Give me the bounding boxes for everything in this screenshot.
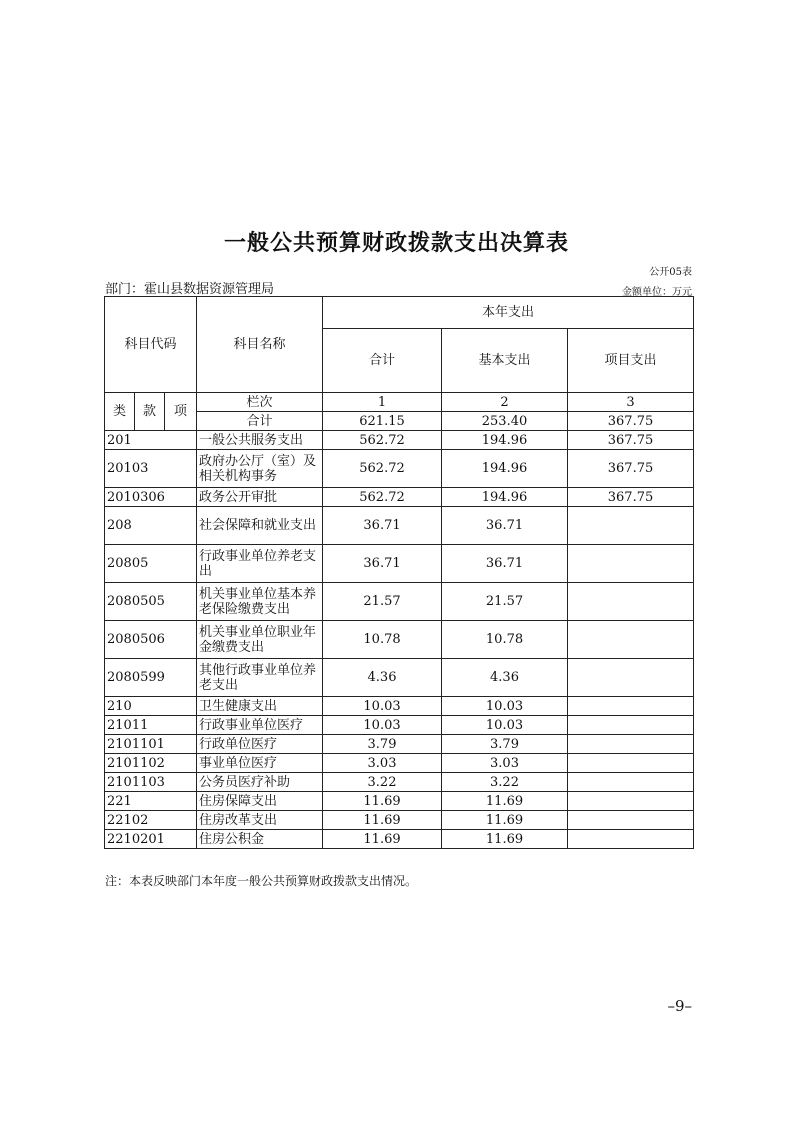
subject-name: 行政事业单位医疗 — [197, 716, 323, 735]
table-row — [105, 697, 694, 716]
amount-basic: 10.78 — [442, 621, 568, 659]
amount-basic: 194.96 — [442, 488, 568, 507]
amount-project — [568, 659, 694, 697]
header-project: 项目支出 — [568, 329, 694, 393]
table-row — [105, 450, 694, 488]
amount-basic: 194.96 — [442, 450, 568, 488]
subject-name: 社会保障和就业支出 — [197, 507, 323, 545]
header-col-3: 3 — [568, 393, 694, 412]
table-row — [105, 735, 694, 754]
amount-project — [568, 697, 694, 716]
header-lei: 类 — [105, 393, 135, 431]
amount-basic: 194.96 — [442, 431, 568, 450]
header-col-1: 1 — [323, 393, 442, 412]
amount-project: 367.75 — [568, 431, 694, 450]
subject-code: 22102 — [105, 811, 197, 830]
subject-code: 20103 — [105, 450, 197, 488]
total-sum: 621.15 — [323, 412, 442, 431]
header-sum: 合计 — [323, 329, 442, 393]
header-col-index: 栏次 — [197, 393, 323, 412]
amount-project — [568, 830, 694, 849]
expenditure-table — [104, 296, 694, 849]
table-row — [105, 830, 694, 849]
amount-project — [568, 792, 694, 811]
header-kuan: 款 — [135, 393, 165, 431]
amount-basic: 10.03 — [442, 716, 568, 735]
header-basic: 基本支出 — [442, 329, 568, 393]
subject-code: 208 — [105, 507, 197, 545]
subject-code: 221 — [105, 792, 197, 811]
page-number: –9– — [667, 997, 692, 1015]
form-number: 公开05表 — [649, 267, 692, 278]
amount-sum: 36.71 — [323, 507, 442, 545]
subject-name: 卫生健康支出 — [197, 697, 323, 716]
subject-code: 2101102 — [105, 754, 197, 773]
amount-project — [568, 545, 694, 583]
amount-project — [568, 754, 694, 773]
subject-name: 事业单位医疗 — [197, 754, 323, 773]
subject-name: 机关事业单位职业年金缴费支出 — [197, 621, 323, 659]
subject-code: 20805 — [105, 545, 197, 583]
amount-basic: 3.79 — [442, 735, 568, 754]
amount-sum: 10.03 — [323, 716, 442, 735]
table-row — [105, 431, 694, 450]
amount-basic: 11.69 — [442, 830, 568, 849]
subject-code: 2101101 — [105, 735, 197, 754]
amount-sum: 4.36 — [323, 659, 442, 697]
header-year-total: 本年支出 — [323, 297, 694, 329]
amount-basic: 36.71 — [442, 545, 568, 583]
amount-project — [568, 735, 694, 754]
subject-code: 2010306 — [105, 488, 197, 507]
subject-name: 住房保障支出 — [197, 792, 323, 811]
subject-name: 一般公共服务支出 — [197, 431, 323, 450]
subject-name: 政府办公厅（室）及相关机构事务 — [197, 450, 323, 488]
amount-project — [568, 621, 694, 659]
subject-code: 2210201 — [105, 830, 197, 849]
amount-sum: 562.72 — [323, 488, 442, 507]
subject-code: 2101103 — [105, 773, 197, 792]
table-row — [105, 773, 694, 792]
amount-sum: 10.78 — [323, 621, 442, 659]
subject-code: 2080506 — [105, 621, 197, 659]
subject-code: 21011 — [105, 716, 197, 735]
subject-name: 行政事业单位养老支出 — [197, 545, 323, 583]
table-row — [105, 659, 694, 697]
amount-project — [568, 811, 694, 830]
amount-sum: 3.22 — [323, 773, 442, 792]
header-col-2: 2 — [442, 393, 568, 412]
header-code: 科目代码 — [105, 297, 197, 393]
subject-name: 政务公开审批 — [197, 488, 323, 507]
amount-basic: 10.03 — [442, 697, 568, 716]
amount-sum: 36.71 — [323, 545, 442, 583]
page-title: 一般公共预算财政拨款支出决算表 — [223, 231, 569, 256]
table-row — [105, 811, 694, 830]
header-xiang: 项 — [165, 393, 197, 431]
total-project: 367.75 — [568, 412, 694, 431]
table-row — [105, 716, 694, 735]
subject-name: 住房改革支出 — [197, 811, 323, 830]
amount-unit-label: 金额单位：万元 — [622, 287, 692, 298]
table-row — [105, 488, 694, 507]
subject-name: 公务员医疗补助 — [197, 773, 323, 792]
amount-sum: 11.69 — [323, 830, 442, 849]
subject-code: 210 — [105, 697, 197, 716]
amount-sum: 11.69 — [323, 811, 442, 830]
subject-name: 机关事业单位基本养老保险缴费支出 — [197, 583, 323, 621]
table-row — [105, 583, 694, 621]
amount-sum: 21.57 — [323, 583, 442, 621]
amount-basic: 3.03 — [442, 754, 568, 773]
amount-sum: 3.03 — [323, 754, 442, 773]
subject-name: 住房公积金 — [197, 830, 323, 849]
subject-name: 行政单位医疗 — [197, 735, 323, 754]
amount-basic: 4.36 — [442, 659, 568, 697]
subject-code: 2080505 — [105, 583, 197, 621]
amount-basic: 36.71 — [442, 507, 568, 545]
table-row — [105, 754, 694, 773]
table-row — [105, 621, 694, 659]
amount-project — [568, 583, 694, 621]
amount-sum: 562.72 — [323, 450, 442, 488]
subject-code: 201 — [105, 431, 197, 450]
amount-project: 367.75 — [568, 450, 694, 488]
header-name: 科目名称 — [197, 297, 323, 393]
amount-basic: 11.69 — [442, 811, 568, 830]
table-row — [105, 545, 694, 583]
table-row — [105, 792, 694, 811]
amount-project: 367.75 — [568, 488, 694, 507]
amount-project — [568, 507, 694, 545]
total-label: 合计 — [197, 412, 323, 431]
amount-sum: 10.03 — [323, 697, 442, 716]
amount-project — [568, 773, 694, 792]
subject-name: 其他行政事业单位养老支出 — [197, 659, 323, 697]
table-note: 注：本表反映部门本年度一般公共预算财政拨款支出情况。 — [105, 874, 418, 888]
amount-basic: 11.69 — [442, 792, 568, 811]
amount-basic: 21.57 — [442, 583, 568, 621]
amount-project — [568, 716, 694, 735]
department-label: 部门：霍山县数据资源管理局 — [105, 282, 275, 297]
amount-sum: 562.72 — [323, 431, 442, 450]
amount-basic: 3.22 — [442, 773, 568, 792]
total-basic: 253.40 — [442, 412, 568, 431]
amount-sum: 3.79 — [323, 735, 442, 754]
table-row — [105, 507, 694, 545]
subject-code: 2080599 — [105, 659, 197, 697]
amount-sum: 11.69 — [323, 792, 442, 811]
